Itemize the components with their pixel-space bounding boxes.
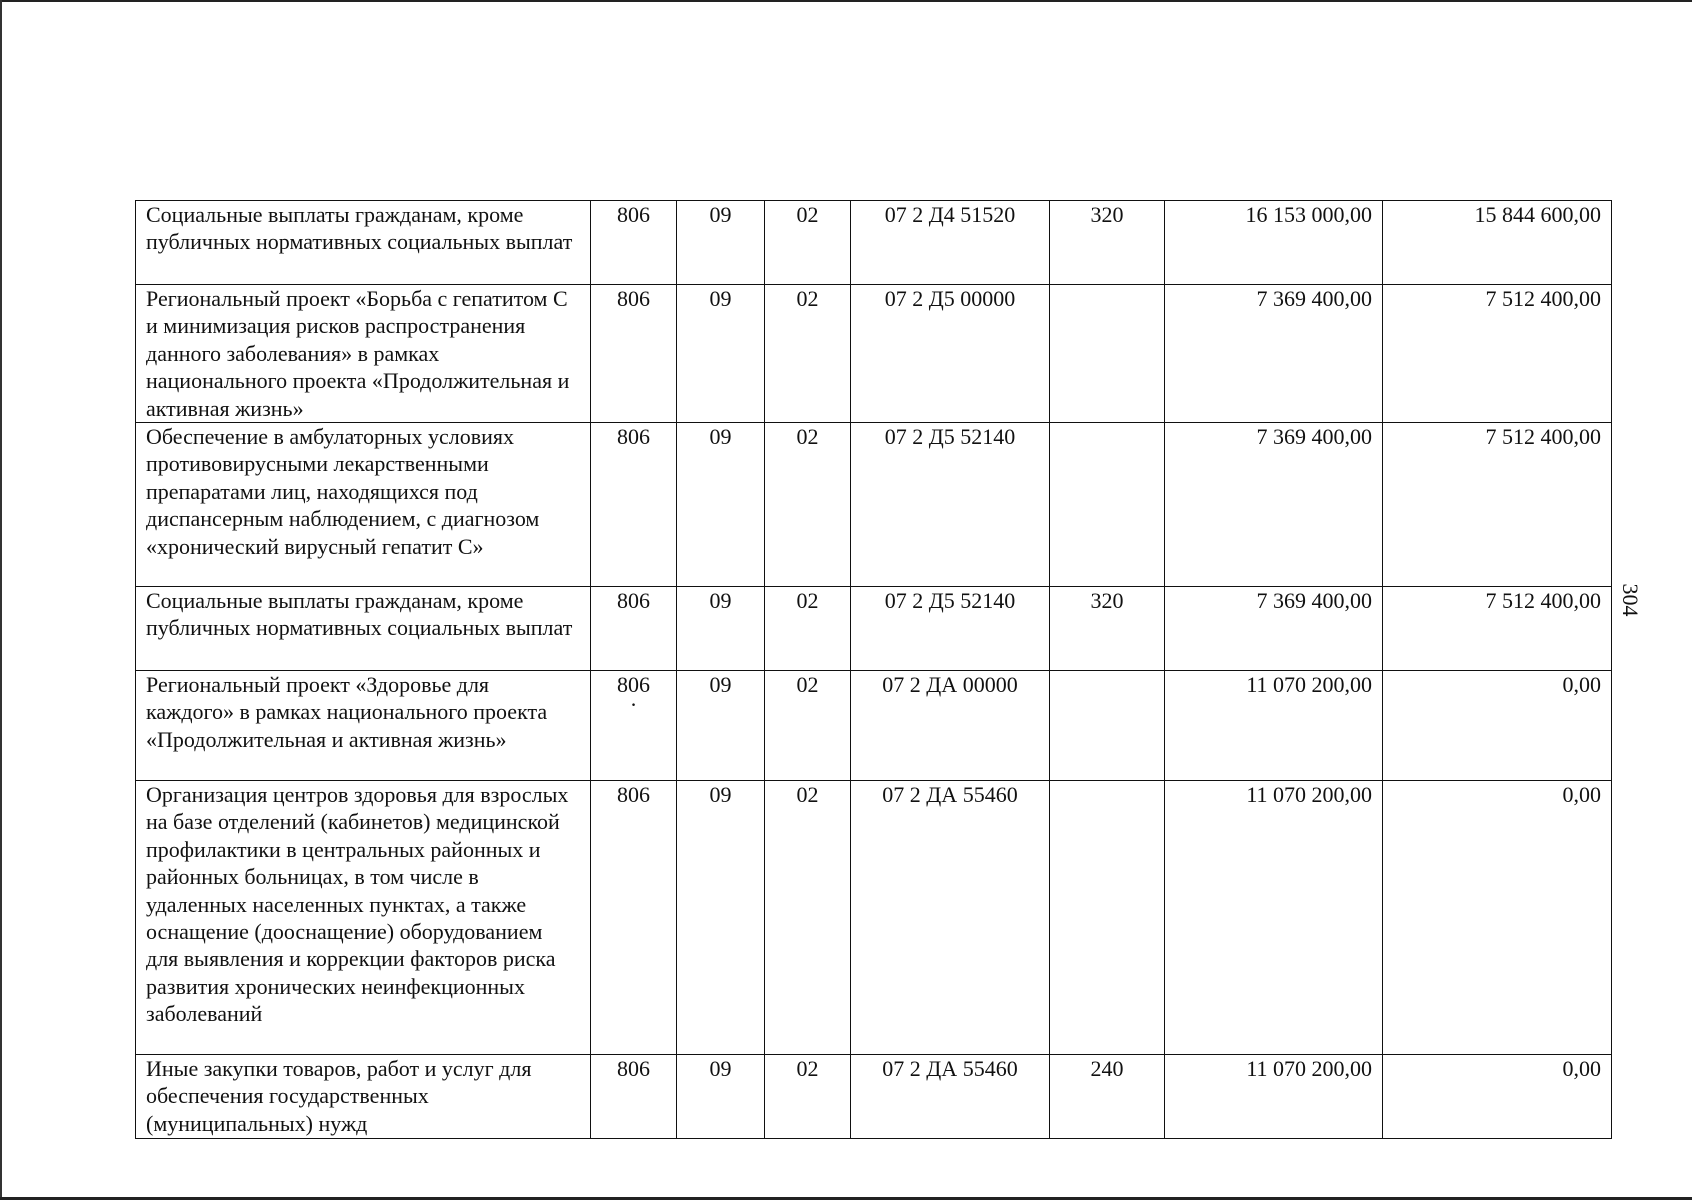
cell-name: Организация центров здоровья для взрослых на базе отделений (кабинетов) медицинской профилактики в центральных районных и районных больницах, в том числе в удаленных населенных пунктах, а также оснащение (дооснащение) оборудованием для выявления и коррекции факторов риска развития хронических неинфекционных заболеваний (136, 781, 591, 1055)
cell-ministry: 806 (591, 1055, 677, 1139)
table-row (136, 285, 1612, 423)
cell-amount-1: 11 070 200,00 (1165, 671, 1383, 781)
cell-target-article: 07 2 Д4 51520 (851, 201, 1050, 285)
cell-expense-type (1050, 671, 1165, 781)
table-row (136, 201, 1612, 285)
cell-expense-type: 320 (1050, 587, 1165, 671)
cell-expense-type (1050, 285, 1165, 423)
cell-expense-type (1050, 781, 1165, 1055)
cell-name: Обеспечение в амбулаторных условиях противовирусными лекарственными препаратами лиц, находящихся под диспансерным наблюдением, с диагнозом «хронический вирусный гепатит С» (136, 423, 591, 587)
cell-section: 09 (677, 201, 765, 285)
table-row (136, 671, 1612, 781)
cell-amount-1: 11 070 200,00 (1165, 781, 1383, 1055)
cell-ministry: 806 (591, 285, 677, 423)
cell-section: 09 (677, 671, 765, 781)
cell-subsection: 02 (765, 671, 851, 781)
budget-table (135, 200, 1612, 1139)
cell-target-article: 07 2 ДА 55460 (851, 781, 1050, 1055)
stray-dot-mark: · (629, 692, 638, 718)
cell-amount-2: 7 512 400,00 (1383, 587, 1612, 671)
cell-target-article: 07 2 Д5 00000 (851, 285, 1050, 423)
cell-subsection: 02 (765, 201, 851, 285)
cell-subsection: 02 (765, 1055, 851, 1139)
cell-subsection: 02 (765, 285, 851, 423)
cell-expense-type: 240 (1050, 1055, 1165, 1139)
cell-expense-type: 320 (1050, 201, 1165, 285)
page-top-edge (0, 0, 1692, 2)
cell-section: 09 (677, 285, 765, 423)
cell-ministry: 806 (591, 781, 677, 1055)
cell-target-article: 07 2 Д5 52140 (851, 423, 1050, 587)
cell-target-article: 07 2 ДА 00000 (851, 671, 1050, 781)
cell-name: Социальные выплаты гражданам, кроме публичных нормативных социальных выплат (136, 201, 591, 285)
cell-amount-2: 0,00 (1383, 671, 1612, 781)
cell-subsection: 02 (765, 587, 851, 671)
cell-amount-1: 7 369 400,00 (1165, 285, 1383, 423)
cell-ministry: 806 (591, 201, 677, 285)
cell-section: 09 (677, 587, 765, 671)
cell-ministry-wrap (591, 671, 677, 781)
cell-name: Региональный проект «Здоровье для каждого» в рамках национального проекта «Продолжительная и активная жизнь» (136, 671, 591, 781)
cell-ministry: 806 (591, 587, 677, 671)
cell-amount-2: 15 844 600,00 (1383, 201, 1612, 285)
cell-amount-2: 7 512 400,00 (1383, 285, 1612, 423)
cell-amount-1: 16 153 000,00 (1165, 201, 1383, 285)
table-row (136, 1055, 1612, 1139)
cell-target-article: 07 2 ДА 55460 (851, 1055, 1050, 1139)
cell-amount-1: 11 070 200,00 (1165, 1055, 1383, 1139)
cell-ministry: 806 (591, 423, 677, 587)
cell-subsection: 02 (765, 423, 851, 587)
cell-section: 09 (677, 1055, 765, 1139)
cell-section: 09 (677, 781, 765, 1055)
table-row (136, 781, 1612, 1055)
cell-expense-type (1050, 423, 1165, 587)
cell-section: 09 (677, 423, 765, 587)
cell-amount-1: 7 369 400,00 (1165, 423, 1383, 587)
page-number: 304 (1618, 583, 1643, 617)
table-row (136, 423, 1612, 587)
cell-ministry: 806 (617, 672, 650, 698)
cell-amount-2: 0,00 (1383, 781, 1612, 1055)
cell-target-article: 07 2 Д5 52140 (851, 587, 1050, 671)
cell-name: Социальные выплаты гражданам, кроме публичных нормативных социальных выплат (136, 587, 591, 671)
cell-amount-2: 0,00 (1383, 1055, 1612, 1139)
cell-subsection: 02 (765, 781, 851, 1055)
page-left-edge (0, 0, 2, 1200)
cell-name: Иные закупки товаров, работ и услуг для обеспечения государственных (муниципальных) нужд (136, 1055, 591, 1139)
cell-amount-2: 7 512 400,00 (1383, 423, 1612, 587)
table-row (136, 587, 1612, 671)
cell-amount-1: 7 369 400,00 (1165, 587, 1383, 671)
cell-name: Региональный проект «Борьба с гепатитом С и минимизация рисков распространения данного заболевания» в рамках национального проекта «Продолжительная и активная жизнь» (136, 285, 591, 423)
